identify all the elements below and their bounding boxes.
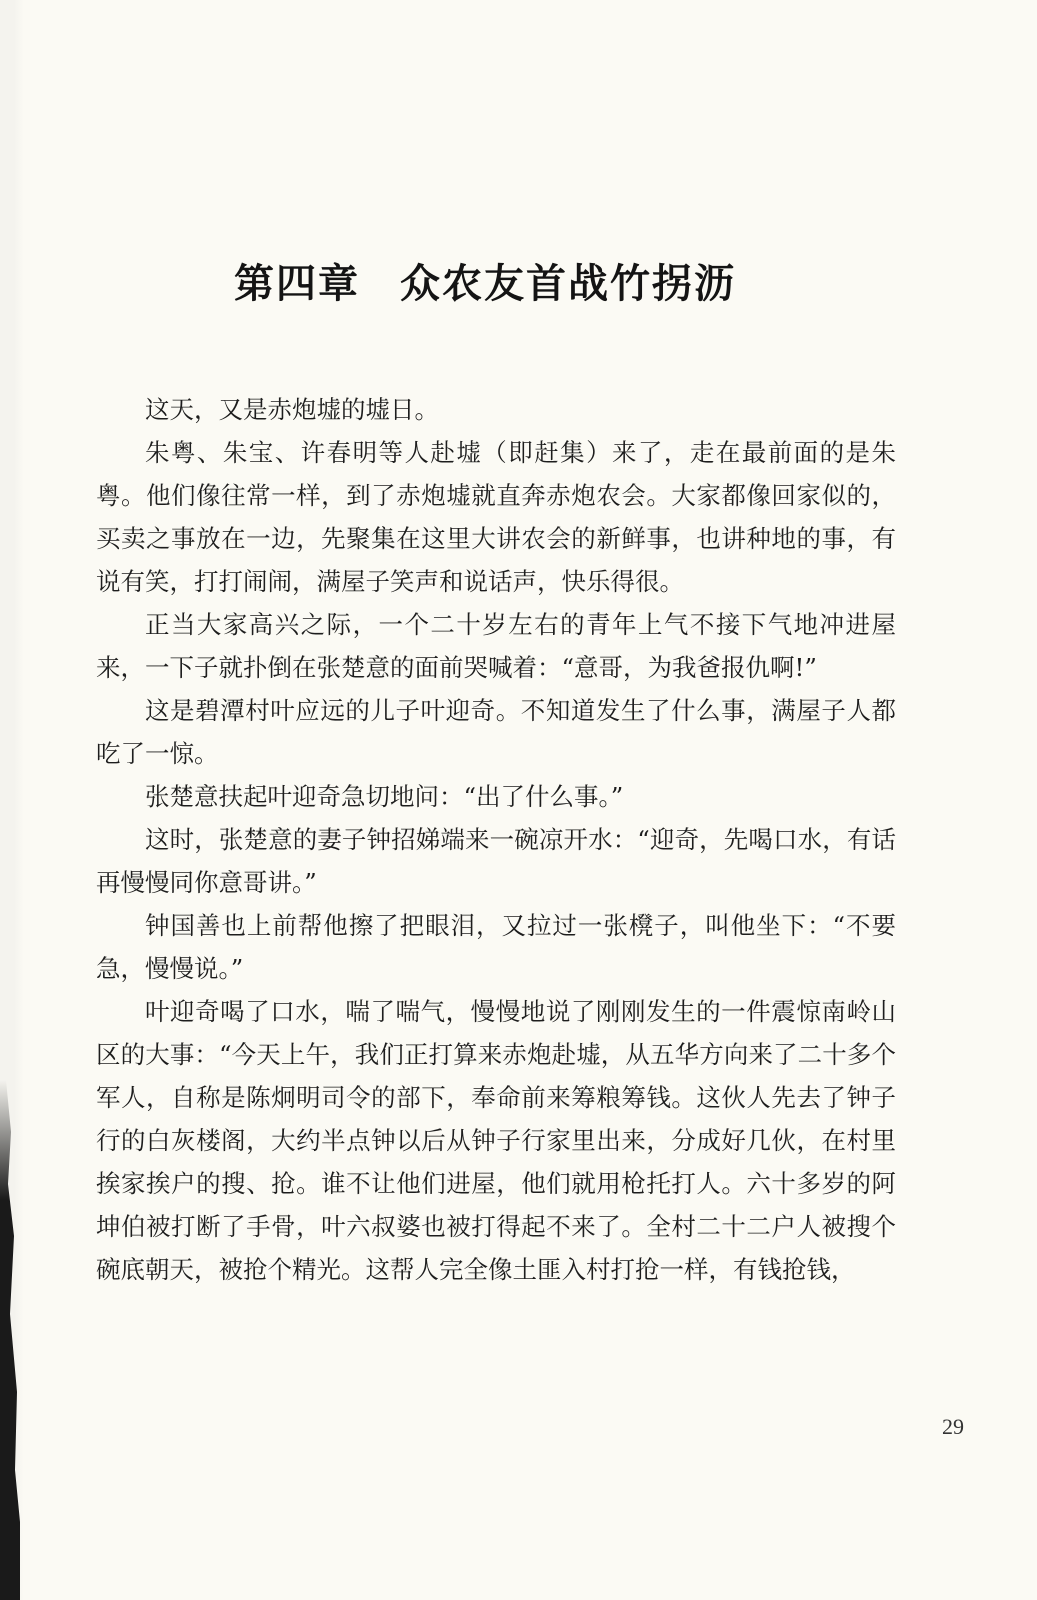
paragraph: 张楚意扶起叶迎奇急切地问：“出了什么事。”	[145, 782, 624, 811]
paragraph: 叶迎奇喝了口水，喘了喘气，慢慢地说了刚刚发生的一件震惊南岭山区的大事：“今天上午，我们正打算来赤炮赴墟，从五华方向来了二十多个军人，自称是陈炯明司令的部下，奉命前来筹粮筹钱。这伙人先去了钟子行的白灰楼阁，大约半点钟以后从钟子行家里出来，分成好几伙，在村里挨家挨户的搜、抢。谁不让他们进屋，他们就用枪托打人。六十多岁的阿坤伯被打断了手骨，叶六叔婆也被打得起不来了。全村二十二户人被搜个碗底朝天，被抢个精光。这帮人完全像土匪入村打抢一样，有钱抢钱，	[96, 997, 896, 1284]
chapter-title	[234, 252, 736, 309]
chapter-name: 众农友首战竹拐沥	[400, 261, 736, 307]
chapter-number: 第四章	[234, 261, 360, 307]
paragraph: 正当大家高兴之际，一个二十岁左右的青年上气不接下气地冲进屋来，一下子就扑倒在张楚意的面前哭喊着：“意哥，为我爸报仇啊!”	[96, 610, 896, 682]
body-text	[96, 388, 896, 1291]
paragraph: 这时，张楚意的妻子钟招娣端来一碗凉开水：“迎奇，先喝口水，有话再慢慢同你意哥讲。”	[96, 825, 896, 897]
paragraph: 钟国善也上前帮他擦了把眼泪，又拉过一张櫈子，叫他坐下：“不要急，慢慢说。”	[96, 911, 896, 983]
paragraph: 朱粤、朱宝、许春明等人赴墟（即赶集）来了，走在最前面的是朱粤。他们像往常一样，到了赤炮墟就直奔赤炮农会。大家都像回家似的，买卖之事放在一边，先聚集在这里大讲农会的新鲜事，也讲种地的事，有说有笑，打打闹闹，满屋子笑声和说话声，快乐得很。	[96, 438, 896, 596]
book-page	[96, 0, 964, 1600]
paragraph: 这是碧潭村叶应远的儿子叶迎奇。不知道发生了什么事，满屋子人都吃了一惊。	[96, 696, 896, 768]
page-number: 29	[942, 1414, 964, 1439]
paragraph: 这天，又是赤炮墟的墟日。	[145, 395, 439, 424]
